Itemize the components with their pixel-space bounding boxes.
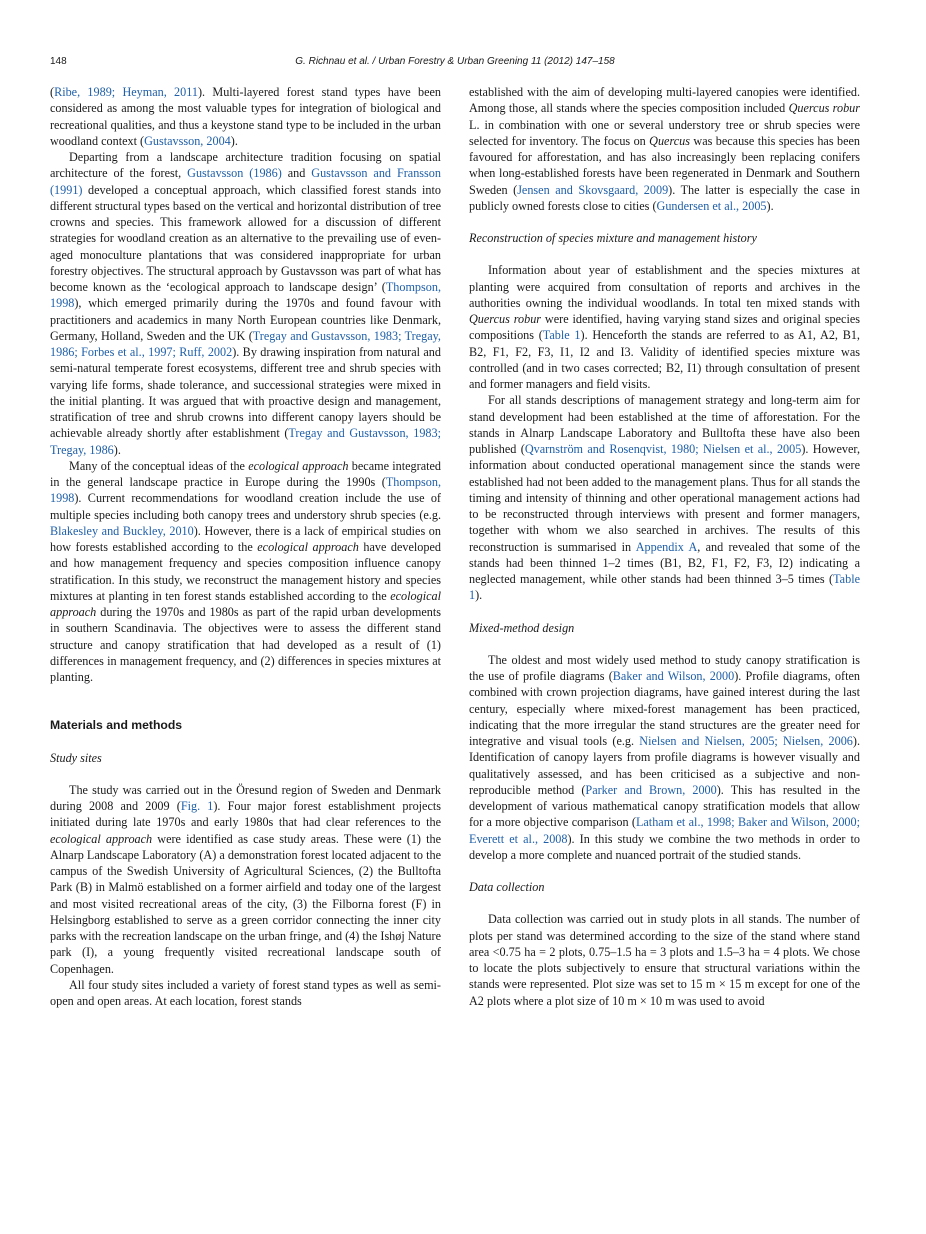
right-paragraph-5: Data collection was carried out in study plots in all stands. The number of plots per stand was determined according to the size of the stand where stand area <0.75 ha = 2 plots, 0.75–1.5 ha = 3 plots and 1.5–3 ha = 4 plots. We chose to locate the plots subjectively to ensure that structural variations within the stands were represented. Plot size was set to 15 m × 15 m except for one of the A2 plots where a plot size of 10 m × 10 m was used to avoid <box>469 912 860 1008</box>
citation-link[interactable]: Blakesley and Buckley, 2010 <box>50 523 194 538</box>
citation-link[interactable]: Gustavsson, 2004 <box>144 133 231 148</box>
right-paragraph-2: Information about year of establishment and the species mixtures at planting were acquired from consultation of reports and archives in the authorities owning the individual woodlands. In total ten mixed stands with Quercus robur were identified, having varying stand sizes and original species compositions (Table 1). Henceforth the stands are referred to as A1, A2, B1, B2, F1, F2, F3, I1, I2 and I3. Validity of identified species mixture was controlled (and in two cases corrected; B2, I1) through consultation of present and former managers and field visits. <box>469 263 860 391</box>
citation-link[interactable]: Gundersen et al., 2005 <box>656 198 767 213</box>
citation-link[interactable]: Latham et al., 1998; Baker and Wilson, 2000; Everett et al., 2008 <box>469 815 861 846</box>
right-paragraph-1: established with the aim of developing multi-layered canopies were identified. Among those, all stands where the species composition included Quercus robur L. in combination with one or several understory tree or shrub species were selected for inventory. The focus on Quercus was because this species has been favoured for afforestation, and has also increasingly been replacing conifers when long-established forests have been regenerated in Denmark and Southern Sweden (Jensen and Skovsgaard, 2009). The latter is especially the case in publicly owned forests close to cities (Gundersen et al., 2005). <box>469 85 860 213</box>
left-paragraph-1: (Ribe, 1989; Heyman, 2011). Multi-layered forest stand types have been considered as among the most valuable types for integration of biological and recreational qualities, and thus a keystone stand type to be included in the urban woodland context (Gustavsson, 2004). <box>50 85 441 148</box>
section-heading-materials-methods: Materials and methods <box>50 718 183 733</box>
table-link[interactable]: Table 1 <box>542 328 581 343</box>
page-number: 148 <box>50 56 67 67</box>
subsection-heading-reconstruction: Reconstruction of species mixture and management history <box>469 231 757 245</box>
citation-link[interactable]: Thompson, 1998 <box>50 280 441 311</box>
citation-link[interactable]: Ribe, 1989; Heyman, 2011 <box>54 85 198 99</box>
left-column <box>50 84 441 1009</box>
citation-link[interactable]: Thompson, 1998 <box>50 475 441 506</box>
citation-link[interactable]: Baker and Wilson, 2000 <box>612 669 735 683</box>
citation-link[interactable]: Tregay and Gustavsson, 1983; Tregay, 1986; Forbes et al., 1997; Ruff, 2002 <box>50 328 441 359</box>
left-paragraph-4: The study was carried out in the Öresund region of Sweden and Denmark during 2008 and 2009 (Fig. 1). Four major forest establishment projects initiated during late 1970s and early 1980s that had clear references to the ecological approach were identified as case study areas. These were (1) the Alnarp Landscape Laboratory (A) a demonstration forest located adjacent to the campus of the Swedish University of Agricultural Sciences, (2) the Bulltofta Park (B) in Malmö established on a former airfield and today one of the largest and most visited recreational areas of the city, (3) the Filborna forest (F) in Helsingborg established to serve as a green corridor connecting the inner city parks with the recreation landscape on the urban fringe, and (4) the Ishøj Nature park (I), a young frequently visited recreational landscape south of Copenhagen. <box>50 782 441 976</box>
citation-link[interactable]: Gustavsson (1986) <box>187 166 282 181</box>
right-paragraph-4: The oldest and most widely used method to study canopy stratification is the use of profile diagrams (Baker and Wilson, 2000). Profile diagrams, often combined with crown projection diagrams, have gained interest during the last century, especially where mixed-forest management has been practiced, indicating that the more irregular the stand structures are the greater need for integrative and visual tools (e.g. Nielsen and Nielsen, 2005; Nielsen, 2006). Identification of canopy layers from profile diagrams is however visually and qualitatively assessed, and has been criticised as a subjective and non-reproducible method (Parker and Brown, 2000). This has resulted in the development of various mathematical canopy stratification models that allow for a more objective comparison (Latham et al., 1998; Baker and Wilson, 2000; Everett et al., 2008). In this study we combine the two methods in order to develop a more complete and nuanced portrait of the studied stands. <box>469 652 861 862</box>
citation-link[interactable]: Tregay and Gustavsson, 1983; Tregay, 1986 <box>50 426 442 457</box>
citation-link[interactable]: Jensen and Skovsgaard, 2009 <box>517 182 669 197</box>
figure-link[interactable]: Fig. 1 <box>180 799 214 813</box>
right-column <box>469 84 860 1009</box>
table-link[interactable]: Table 1 <box>469 572 860 603</box>
left-paragraph-5: All four study sites included a variety of forest stand types as well as semi-open and open areas. At each location, forest stands <box>50 977 441 1008</box>
citation-link[interactable]: Gustavsson and Fransson (1991) <box>50 166 441 197</box>
left-paragraph-2: Departing from a landscape architecture tradition focusing on spatial architecture of the forest, Gustavsson (1986) and Gustavsson and Fransson (1991) developed a conceptual approach, which classified forest stands into different structural types based on the vertical and horizontal distribution of tree crowns and species. This framework allowed for a discussion of different strategies for woodland creation as an alternative to the prevailing use of even-aged monoculture plantations that was considered inappropriate for urban forestry objectives. The structural approach by Gustavsson was part of what has become known as the ‘ecological approach to landscape design’ (Thompson, 1998), which emerged primarily during the 1970s and found favour with practitioners and academics in many North European countries like Denmark, Germany, Holland, Sweden and the UK (Tregay and Gustavsson, 1983; Tregay, 1986; Forbes et al., 1997; Ruff, 2002). By drawing inspiration from natural and semi-natural temperate forest ecosystems, different tree and shrub species with varying life forms, shade tolerance, and successional strategies were mixed in the initial planting. It was argued that with proactive design and management, stratification of tree and shrub crowns into different canopy layers should be achievable already shortly after establishment (Tregay and Gustavsson, 1983; Tregay, 1986). <box>50 150 442 457</box>
right-paragraph-3: For all stands descriptions of management strategy and long-term aim for stand development had been established at the time of afforestation. For the stands in Alnarp Landscape Laboratory and Bulltofta these have also been published (Qvarnström and Rosenqvist, 1980; Nielsen et al., 2005). However, information about conducted operational management since the stands were established had not been added to the management plans. Thus for all stands the timing and intensity of thinning and other operational management actions had to be reconstructed through interviews with present and former managers, together with whom we also searched in archives. The results of this reconstruction is summarised in Appendix A, and revealed that some of the stands had been thinned 1–2 times (B1, B2, F1, F2, F3, I2) indicating a neglected management, while other stands had been thinned 3–5 times (Table 1). <box>469 393 861 603</box>
running-head: G. Richnau et al. / Urban Forestry & Urban Greening 11 (2012) 147–158 <box>295 56 615 67</box>
citation-link[interactable]: Nielsen and Nielsen, 2005; Nielsen, 2006 <box>639 734 853 748</box>
subsection-heading-data-collection: Data collection <box>469 880 545 894</box>
citation-link[interactable]: Qvarnström and Rosenqvist, 1980; Nielsen et al., 2005 <box>524 442 802 456</box>
appendix-link[interactable]: Appendix A <box>635 539 698 554</box>
subsection-heading-study-sites: Study sites <box>50 750 102 765</box>
left-paragraph-3: Many of the conceptual ideas of the ecological approach became integrated in the general landscape practice in Europe during the 1990s (Thompson, 1998). Current recommendations for woodland creation include the use of multiple species including both canopy trees and understory shrub species (e.g. Blakesley and Buckley, 2010). However, there is a lack of empirical studies on how forests established according to the ecological approach have developed and how management frequency and species composition influence canopy stratification. In this study, we reconstruct the management history and species mixtures at planting in ten forest stands established according to the ecological approach during the 1970s and 1980s as part of the rapid urban developments in southern Scandinavia. The objectives were to assess the different stand structure and canopy stratification that had developed as a result of (1) differences in management frequency, and (2) differences in species mixtures at planting. <box>50 458 442 684</box>
page-header <box>50 56 860 70</box>
subsection-heading-mixed-method: Mixed-method design <box>469 620 575 635</box>
citation-link[interactable]: Parker and Brown, 2000 <box>585 782 717 797</box>
